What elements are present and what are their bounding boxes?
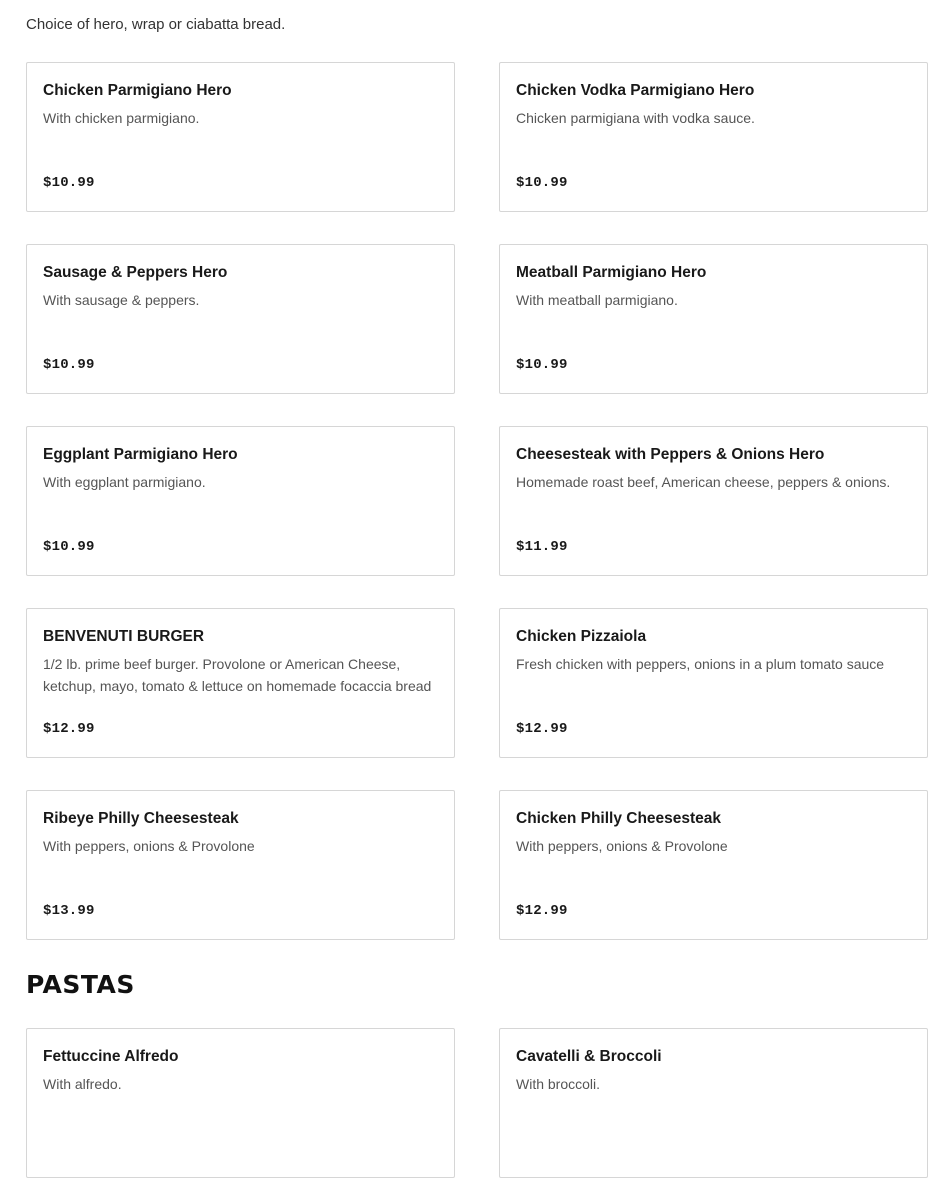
menu-item-name: Chicken Parmigiano Hero <box>43 82 232 99</box>
menu-item-name: Chicken Vodka Parmigiano Hero <box>516 82 755 99</box>
menu-item-card[interactable] <box>26 244 455 394</box>
menu-item-card[interactable] <box>499 608 928 758</box>
menu-item-price: $12.99 <box>516 721 568 737</box>
menu-item-description: With broccoli. <box>516 1076 601 1092</box>
menu-item-card[interactable] <box>26 608 455 758</box>
menu-item-card[interactable] <box>26 1028 455 1178</box>
menu-item-name: Cheesesteak with Peppers & Onions Hero <box>516 446 825 463</box>
menu-item-name: Fettuccine Alfredo <box>43 1048 179 1065</box>
menu-item-name: Eggplant Parmigiano Hero <box>43 446 238 463</box>
menu-item-card[interactable] <box>499 426 928 576</box>
menu-item-price: $10.99 <box>43 539 95 555</box>
menu-item-price: $12.99 <box>43 721 95 737</box>
menu-item-price: $13.99 <box>43 903 95 919</box>
pastas-menu-grid <box>26 1028 928 1178</box>
menu-item-description: With alfredo. <box>43 1076 122 1092</box>
menu-item-name: Meatball Parmigiano Hero <box>516 264 707 281</box>
menu-item-card[interactable] <box>499 62 928 212</box>
menu-item-name: Cavatelli & Broccoli <box>516 1048 662 1065</box>
menu-item-description: Fresh chicken with peppers, onions in a plum tomato sauce <box>516 656 885 672</box>
menu-item-card[interactable] <box>499 244 928 394</box>
menu-item-name: Sausage & Peppers Hero <box>43 264 228 281</box>
section-description: Choice of hero, wrap or ciabatta bread. <box>26 16 286 33</box>
menu-item-description: With peppers, onions & Provolone <box>43 838 255 854</box>
menu-item-name: Chicken Pizzaiola <box>516 628 647 645</box>
menu-item-name: Ribeye Philly Cheesesteak <box>43 810 239 827</box>
menu-item-description: Chicken parmigiana with vodka sauce. <box>516 110 755 126</box>
menu-item-name: BENVENUTI BURGER <box>43 628 205 645</box>
menu-item-description: With meatball parmigiano. <box>516 292 678 308</box>
menu-item-price: $10.99 <box>43 357 95 373</box>
menu-item-description: With peppers, onions & Provolone <box>516 838 728 854</box>
menu-item-card[interactable] <box>26 62 455 212</box>
menu-item-description: Homemade roast beef, American cheese, peppers & onions. <box>516 474 891 490</box>
menu-item-card[interactable] <box>26 426 455 576</box>
menu-item-price: $12.99 <box>516 903 568 919</box>
menu-item-price: $10.99 <box>516 175 568 191</box>
heroes-menu-grid <box>26 62 928 940</box>
menu-item-price: $10.99 <box>516 357 568 373</box>
menu-item-description: With sausage & peppers. <box>43 292 200 308</box>
menu-item-card[interactable] <box>499 790 928 940</box>
pastas-section-title: PASTAS <box>26 970 135 999</box>
menu-item-card[interactable] <box>499 1028 928 1178</box>
menu-item-description: With eggplant parmigiano. <box>43 474 206 490</box>
menu-item-description: With chicken parmigiano. <box>43 110 200 126</box>
menu-item-price: $10.99 <box>43 175 95 191</box>
menu-item-card[interactable] <box>26 790 455 940</box>
menu-item-name: Chicken Philly Cheesesteak <box>516 810 722 827</box>
menu-item-price: $11.99 <box>516 539 568 555</box>
menu-item-description: 1/2 lb. prime beef burger. Provolone or American Cheese, ketchup, mayo, tomato & lettuce on homemade focaccia bread <box>43 656 432 694</box>
